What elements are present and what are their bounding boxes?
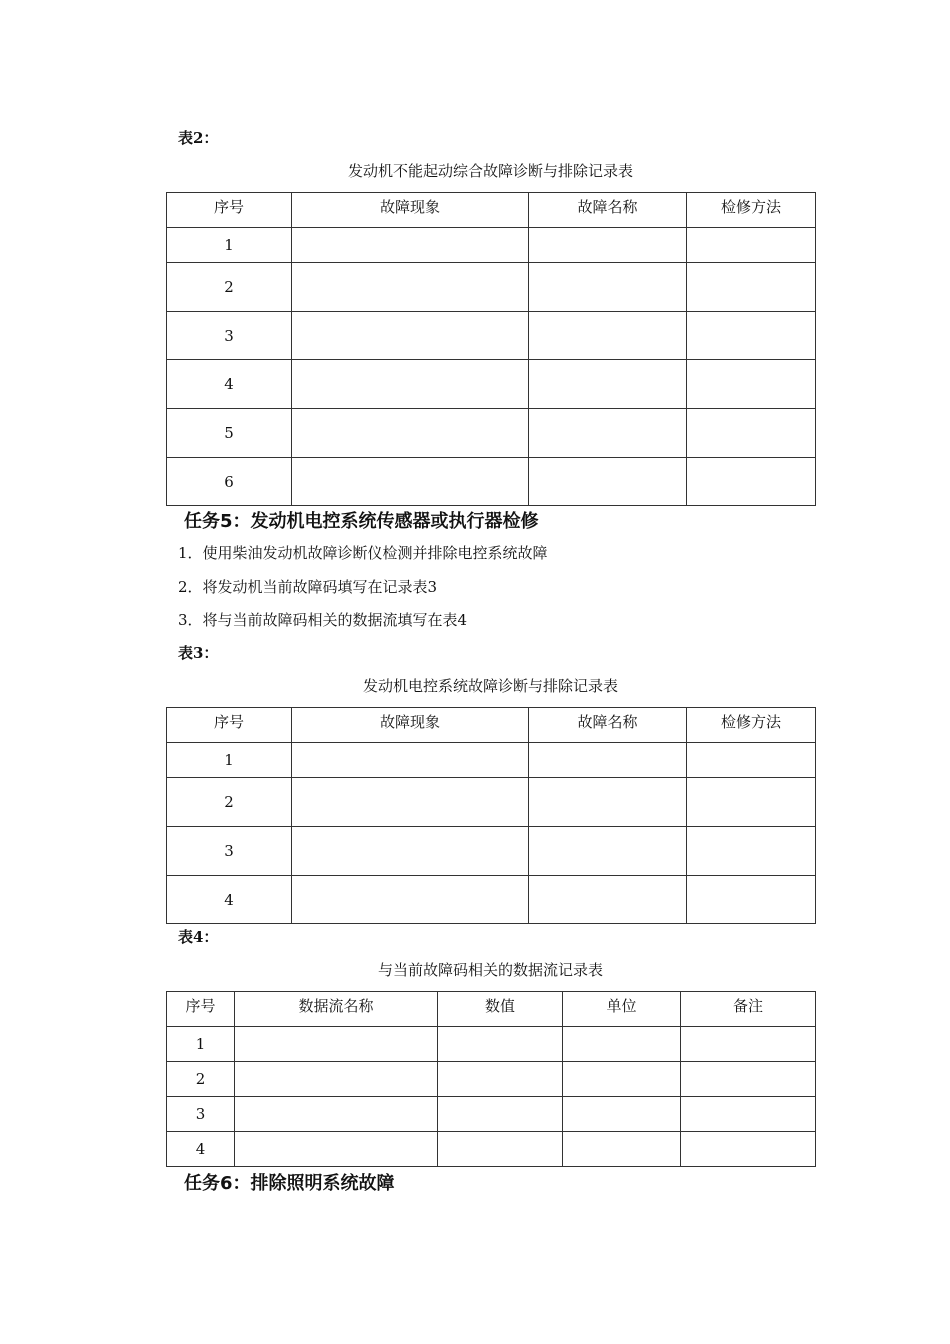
table4-title: 与当前故障码相关的数据流记录表 xyxy=(377,961,603,979)
empty-cell[interactable] xyxy=(438,1027,563,1062)
empty-cell[interactable] xyxy=(529,263,687,312)
table4 xyxy=(166,991,816,1167)
table3 xyxy=(166,707,816,924)
table2-title: 发动机不能起动综合故障诊断与排除记录表 xyxy=(347,162,633,180)
table-row xyxy=(167,360,816,409)
table-row xyxy=(167,312,816,360)
empty-cell[interactable] xyxy=(235,1132,438,1167)
empty-cell[interactable] xyxy=(529,778,687,827)
table3-label: 表3： xyxy=(178,644,219,662)
empty-cell[interactable] xyxy=(438,1097,563,1132)
empty-cell[interactable] xyxy=(235,1062,438,1097)
task6-heading: 任务6：排除照明系统故障 xyxy=(184,1173,395,1194)
header-cell: 检修方法 xyxy=(687,193,816,228)
header-cell: 故障现象 xyxy=(292,708,529,743)
row-number: 1 xyxy=(167,228,292,263)
empty-cell[interactable] xyxy=(687,876,816,924)
table-row xyxy=(167,1097,816,1132)
empty-cell[interactable] xyxy=(529,409,687,458)
empty-cell[interactable] xyxy=(292,228,529,263)
empty-cell[interactable] xyxy=(529,458,687,506)
empty-cell[interactable] xyxy=(563,1132,681,1167)
empty-cell[interactable] xyxy=(292,409,529,458)
empty-cell[interactable] xyxy=(687,228,816,263)
task5-item: 3．将与当前故障码相关的数据流填写在表4 xyxy=(178,611,468,629)
row-number: 1 xyxy=(167,743,292,778)
empty-cell[interactable] xyxy=(681,1027,816,1062)
table2 xyxy=(166,192,816,506)
empty-cell[interactable] xyxy=(687,263,816,312)
empty-cell[interactable] xyxy=(681,1132,816,1167)
header-cell: 检修方法 xyxy=(687,708,816,743)
table-row xyxy=(167,827,816,876)
header-cell: 故障现象 xyxy=(292,193,529,228)
empty-cell[interactable] xyxy=(681,1062,816,1097)
row-number: 3 xyxy=(167,827,292,876)
table-row xyxy=(167,1062,816,1097)
empty-cell[interactable] xyxy=(292,778,529,827)
empty-cell[interactable] xyxy=(529,876,687,924)
row-number: 4 xyxy=(167,360,292,409)
table-row xyxy=(167,458,816,506)
row-number: 2 xyxy=(167,778,292,827)
header-cell: 故障名称 xyxy=(529,708,687,743)
row-number: 1 xyxy=(167,1027,235,1062)
empty-cell[interactable] xyxy=(235,1027,438,1062)
empty-cell[interactable] xyxy=(687,778,816,827)
row-number: 4 xyxy=(167,1132,235,1167)
empty-cell[interactable] xyxy=(687,409,816,458)
empty-cell[interactable] xyxy=(529,743,687,778)
table-row xyxy=(167,1132,816,1167)
table4-label: 表4： xyxy=(178,928,219,946)
empty-cell[interactable] xyxy=(563,1097,681,1132)
table-row xyxy=(167,876,816,924)
empty-cell[interactable] xyxy=(687,360,816,409)
table-row xyxy=(167,409,816,458)
task5-heading: 任务5：发动机电控系统传感器或执行器检修 xyxy=(184,511,539,532)
empty-cell[interactable] xyxy=(687,827,816,876)
empty-cell[interactable] xyxy=(235,1097,438,1132)
empty-cell[interactable] xyxy=(681,1097,816,1132)
row-number: 5 xyxy=(167,409,292,458)
table-row xyxy=(167,743,816,778)
header-cell: 序号 xyxy=(167,708,292,743)
row-number: 4 xyxy=(167,876,292,924)
empty-cell[interactable] xyxy=(529,228,687,263)
row-number: 3 xyxy=(167,1097,235,1132)
empty-cell[interactable] xyxy=(563,1062,681,1097)
header-cell: 备注 xyxy=(681,992,816,1027)
empty-cell[interactable] xyxy=(292,876,529,924)
empty-cell[interactable] xyxy=(529,312,687,360)
table2-label: 表2： xyxy=(178,129,219,147)
header-cell: 序号 xyxy=(167,193,292,228)
table-row xyxy=(167,228,816,263)
empty-cell[interactable] xyxy=(563,1027,681,1062)
table-row xyxy=(167,778,816,827)
table-row xyxy=(167,1027,816,1062)
task5-item: 1．使用柴油发动机故障诊断仪检测并排除电控系统故障 xyxy=(178,544,548,562)
empty-cell[interactable] xyxy=(292,312,529,360)
empty-cell[interactable] xyxy=(687,458,816,506)
header-cell: 故障名称 xyxy=(529,193,687,228)
empty-cell[interactable] xyxy=(292,360,529,409)
table3-title: 发动机电控系统故障诊断与排除记录表 xyxy=(362,677,618,695)
task5-item: 2．将发动机当前故障码填写在记录表3 xyxy=(178,578,438,596)
empty-cell[interactable] xyxy=(687,312,816,360)
table-row xyxy=(167,263,816,312)
row-number: 2 xyxy=(167,263,292,312)
row-number: 6 xyxy=(167,458,292,506)
empty-cell[interactable] xyxy=(292,827,529,876)
header-cell: 序号 xyxy=(167,992,235,1027)
header-cell: 数据流名称 xyxy=(235,992,438,1027)
header-cell: 数值 xyxy=(438,992,563,1027)
empty-cell[interactable] xyxy=(687,743,816,778)
row-number: 3 xyxy=(167,312,292,360)
empty-cell[interactable] xyxy=(529,827,687,876)
empty-cell[interactable] xyxy=(529,360,687,409)
row-number: 2 xyxy=(167,1062,235,1097)
header-cell: 单位 xyxy=(563,992,681,1027)
empty-cell[interactable] xyxy=(292,263,529,312)
empty-cell[interactable] xyxy=(292,743,529,778)
empty-cell[interactable] xyxy=(292,458,529,506)
empty-cell[interactable] xyxy=(438,1132,563,1167)
empty-cell[interactable] xyxy=(438,1062,563,1097)
